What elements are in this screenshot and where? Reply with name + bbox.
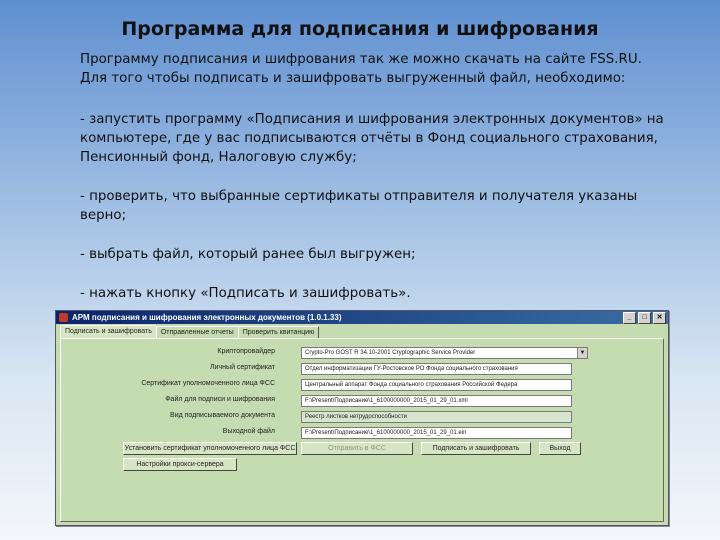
app-icon [59, 313, 68, 322]
crypto-provider-value: Crypto-Pro GOST R 34.10-2001 Cryptographic Service Provider [305, 350, 476, 356]
proxy-settings-button[interactable]: Настройки прокси-сервера [123, 458, 237, 471]
fss-cert-field[interactable]: Центральный аппарат Фонда социального страхования Российской Федера [301, 379, 572, 391]
send-fss-button[interactable]: Отправить в ФСС [301, 442, 413, 455]
source-file-field[interactable]: F:\Present\Подписание\1_6100000000_2015_01_29_01.xml [301, 395, 572, 407]
fss-cert-label: Сертификат уполномоченного лица ФСС [141, 380, 275, 387]
output-file-field[interactable]: F:\Present\Подписание\1_6100000000_2015_01_29_01.ein [301, 427, 572, 439]
doc-type-field[interactable]: Реестр листков нетрудоспособности [301, 411, 572, 423]
personal-cert-field[interactable]: Отдел информатизации ГУ-Ростовское РО Фонда социального страхования [301, 363, 572, 375]
close-button[interactable]: ✕ [653, 312, 666, 324]
doc-type-label: Вид подписываемого документа [170, 412, 275, 419]
personal-cert-label: Личный сертификат [210, 364, 275, 371]
crypto-provider-label: Криптопровайдер [217, 348, 275, 355]
sign-encrypt-button[interactable]: Подписать и зашифровать [421, 442, 531, 455]
app-window [55, 310, 669, 526]
output-file-label: Выходной файл [222, 428, 275, 435]
window-title: АРМ подписания и шифрования электронных документов (1.0.1.33) [72, 313, 342, 322]
tab-check-receipt[interactable]: Проверить квитанцию [238, 326, 320, 338]
crypto-provider-select[interactable] [301, 347, 588, 359]
tab-sent-reports[interactable]: Отправленные отчеты [156, 326, 239, 338]
exit-button[interactable]: Выход [539, 442, 581, 455]
install-cert-button[interactable]: Установить сертификат уполномоченного лица ФСС [123, 442, 297, 455]
tab-bar [60, 326, 318, 338]
slide-title: Программа для подписания и шифрования [121, 18, 599, 40]
minimize-button[interactable]: _ [623, 312, 636, 324]
bullet-press-button: - нажать кнопку «Подписать и зашифровать». [80, 286, 411, 301]
bullet-select-file: - выбрать файл, который ранее был выгружен; [80, 247, 416, 262]
chevron-down-icon[interactable]: ▼ [577, 348, 587, 358]
maximize-button[interactable]: □ [638, 312, 651, 324]
tab-sign-encrypt[interactable]: Подписать и зашифровать [60, 325, 157, 338]
bullet-check-certs: - проверить, что выбранные сертификаты отправителя и получателя указаны верно; [80, 189, 638, 223]
sign-panel [60, 338, 664, 522]
intro-text: Программу подписания и шифрования так же можно скачать на сайте FSS.RU. Для того чтобы подписать и зашифровать выгруженный файл, необходимо: [80, 52, 642, 86]
source-file-label: Файл для подписи и шифрования [165, 396, 275, 403]
window-titlebar[interactable] [56, 311, 668, 324]
bullet-launch-program: - запустить программу «Подписания и шифрования электронных документов» на компьютере, где у вас подписываются отчёты в Фонд социального страхования, Пенсионный фонд, Налоговую службу; [80, 112, 664, 165]
